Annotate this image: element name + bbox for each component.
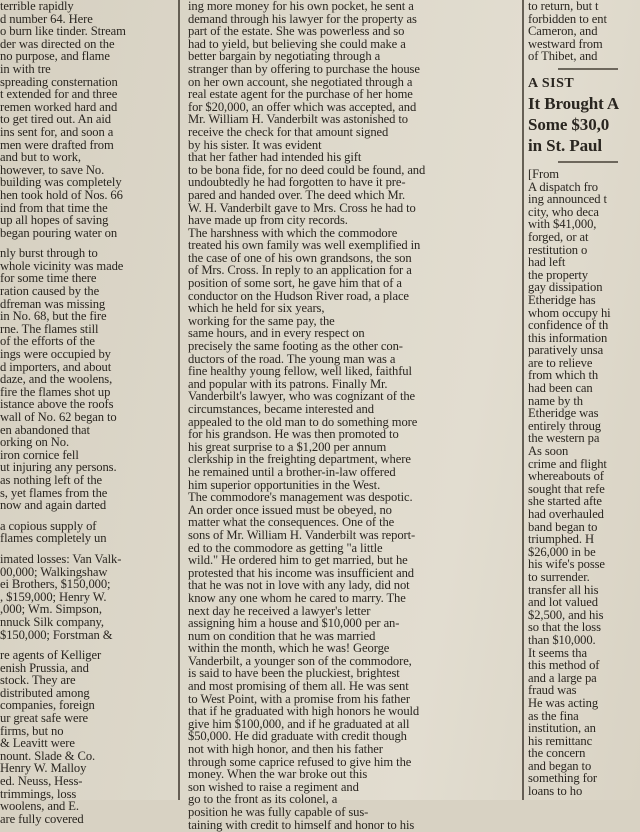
text-line: matter what the consequences. One of the <box>188 515 395 530</box>
text-line: wild." He ordered him to get married, but he <box>188 553 408 568</box>
left-column <box>0 0 168 826</box>
text-line: on her own account, she negotiated through a <box>188 74 413 89</box>
text-line: westward from <box>528 36 603 51</box>
text-line: der was directed on the <box>0 36 115 51</box>
text-line: through some caprice refused to give him the <box>188 754 412 769</box>
text-line: ind from that time the <box>0 200 108 215</box>
article-headline-line: It Brought A <box>528 93 620 113</box>
text-line: and most promising of them all. He was sent <box>188 679 409 694</box>
text-line: give him $100,000, and if he graduated at all <box>188 716 410 731</box>
text-line: assigning him a house and $10,000 per an- <box>188 616 400 631</box>
text-line: to West Point, with a promise from his father <box>188 691 410 706</box>
text-line: istance above the roofs <box>0 397 114 412</box>
headline-divider <box>558 161 618 163</box>
text-line: restitution o <box>528 242 588 257</box>
text-line: $50,000. He did graduate with credit though <box>188 729 407 744</box>
text-line: sought that refe <box>528 481 605 496</box>
text-line: real estate agent for the purchase of her home <box>188 87 413 102</box>
text-line: had overhauled <box>528 507 604 521</box>
text-line: ins sent for, and soon a <box>0 124 114 139</box>
text-line: circumstances, became interested and <box>188 402 374 416</box>
text-line: than $10,000. <box>528 632 596 647</box>
text-line: confidence of th <box>528 318 609 333</box>
text-line: It seems tha <box>528 645 587 660</box>
text-line: dfreman was missing <box>0 296 106 311</box>
column-rule <box>178 0 180 800</box>
text-line: the western pa <box>528 431 600 446</box>
text-line: institution, an <box>528 721 596 736</box>
text-line: gay dissipation <box>528 280 603 295</box>
text-line: stranger than by offering to purchase the house <box>188 61 420 76</box>
text-line: W. H. Vanderbilt gave to Mrs. Cross he had to <box>188 200 416 215</box>
text-line: ing more money for his own pocket, he sent a <box>188 0 414 13</box>
text-line: ed to the commodore as getting "a little <box>188 540 383 555</box>
text-line: nly burst through to <box>0 246 98 261</box>
text-line: re agents of Kelliger <box>0 648 102 663</box>
text-line: by his sister. It was evident <box>188 137 322 152</box>
text-line: know any one whom he cared to marry. The <box>188 590 406 605</box>
text-line: A dispatch fro <box>528 179 598 194</box>
text-line: The harshness with which the commodore <box>188 225 398 240</box>
text-line: building was completely <box>0 175 122 190</box>
text-line: same hours, and in every respect on <box>188 326 365 341</box>
text-line: $26,000 in be <box>528 544 596 559</box>
text-line: his remittanc <box>528 733 593 748</box>
text-line: ed. Neuss, Hess- <box>0 774 83 789</box>
text-line: fire the flames shot up <box>0 384 111 399</box>
text-line: as the fina <box>528 708 579 723</box>
text-line: in with tre <box>0 61 51 76</box>
right-column <box>528 0 640 800</box>
text-line: his great surprise to a $1,200 per annum <box>188 439 387 454</box>
text-line: are to relieve <box>528 355 593 370</box>
article-headline-small: A SIST <box>528 75 575 91</box>
text-line: companies, foreign <box>0 698 95 713</box>
text-line: ut injuring any persons. <box>0 460 117 475</box>
text-line: whole vicinity was made <box>0 258 124 273</box>
text-line: distributed among <box>0 685 90 700</box>
text-line: up all hopes of saving <box>0 213 109 228</box>
text-line: the concern <box>528 746 586 761</box>
text-line: pared and handed over. The deed which Mr. <box>188 187 406 202</box>
column-rule <box>522 0 524 800</box>
text-line: & Leavitt were <box>0 736 75 751</box>
text-line: undoubtedly he had forgotten to have it pre- <box>188 175 406 190</box>
text-line: better bargain by negotiating through a <box>188 49 381 64</box>
text-line: woolens, and E. <box>0 799 79 814</box>
text-line: o burn like tinder. Stream <box>0 24 126 39</box>
text-line: had left <box>528 255 566 270</box>
text-line: Henry W. Malloy <box>0 761 87 776</box>
text-line: that her father had intended his gift <box>188 150 362 165</box>
text-line: are fully covered <box>0 811 84 826</box>
text-line: forbidden to ent <box>528 11 607 26</box>
text-line: demand through his lawyer for the property as <box>188 11 417 26</box>
text-line: position he was fully capable of sus- <box>188 805 369 819</box>
text-line: wall of No. 62 began to <box>0 410 117 424</box>
text-line: nount. Slade & Co. <box>0 748 96 763</box>
text-line: clerkship in the freighting department, where <box>188 452 411 467</box>
text-line: to surrender. <box>528 569 590 584</box>
text-line: triumphed. H <box>528 532 594 547</box>
text-line: Cameron, and <box>528 24 598 39</box>
article-headline-line: in St. Paul <box>528 135 603 155</box>
text-line: Mr. William H. Vanderbilt was astonished to <box>188 112 408 127</box>
middle-column <box>188 0 518 832</box>
text-line: rne. The flames still <box>0 321 99 336</box>
text-line: enish Prussia, and <box>0 660 89 675</box>
text-line: to get tired out. An aid <box>0 112 111 127</box>
text-line: forged, or at <box>528 229 589 244</box>
text-line: orking on No. <box>0 435 70 450</box>
text-line: spreading consternation <box>0 74 118 89</box>
text-line: nnuck Silk company, <box>0 614 104 629</box>
text-line: go to the front as its colonel, a <box>188 792 338 807</box>
text-line: however, to save No. <box>0 162 105 177</box>
text-line: position of some sort, he gave him that of a <box>188 276 402 291</box>
text-line: to return, but t <box>528 0 599 13</box>
text-line: that he was not in love with any lady, did not <box>188 578 410 593</box>
text-line: treated his own family was well exemplified in <box>188 238 421 253</box>
text-line: d number 64. Here <box>0 11 93 26</box>
text-line: ductors of the road. The young man was a <box>188 351 396 366</box>
text-line: so that the loss <box>528 620 601 635</box>
text-line: band began to <box>528 519 598 534</box>
text-line: working for the same pay, the <box>188 313 335 328</box>
text-line: ing announced t <box>528 192 607 207</box>
text-line: ings were occupied by <box>0 347 111 362</box>
text-line: flames completely un <box>0 531 107 546</box>
text-line: and lot valued <box>528 595 598 610</box>
text-line: He was acting <box>528 695 599 710</box>
text-line: ur great safe were <box>0 711 89 726</box>
text-line: had been can <box>528 381 593 396</box>
text-line: have made up from city records. <box>188 213 348 228</box>
text-line: to be bona fide, for no deed could be found, and <box>188 162 426 177</box>
text-line: conductor on the Hudson River road, a place <box>188 288 409 303</box>
text-line: the case of one of his own grandsons, the son <box>188 250 412 265</box>
text-line: [From <box>528 166 559 181</box>
text-line: remen worked hard and <box>0 99 118 114</box>
text-line: , $159,000; Henry W. <box>0 589 107 604</box>
article-headline-line: Some $30,0 <box>528 114 610 134</box>
text-line: fraud was <box>528 683 577 698</box>
text-line: for $20,000, an offer which was accepted, and <box>188 99 417 114</box>
text-line: this method of <box>528 658 600 673</box>
text-line: name by th <box>528 393 583 408</box>
text-line: and popular with its patrons. Finally Mr. <box>188 376 388 391</box>
text-line: within the month, which he was! George <box>188 641 390 656</box>
text-line: As soon <box>528 444 569 459</box>
text-line: for his grandson. He was then promoted to <box>188 427 399 442</box>
text-line: entirely throug <box>528 418 601 433</box>
text-line: for some time there <box>0 271 97 286</box>
text-line: Vanderbilt, a younger son of the commodore, <box>188 653 412 668</box>
text-line: d importers, and about <box>0 359 112 374</box>
text-line: transfer all his <box>528 582 599 597</box>
text-line: of Thibet, and <box>528 49 598 64</box>
section-divider <box>558 68 618 70</box>
text-line: and but to work, <box>0 150 81 165</box>
text-line: next day he received a lawyer's letter <box>188 603 371 618</box>
text-line: protested that his income was insufficient and <box>188 565 414 580</box>
text-line: trimmings, loss <box>0 786 77 801</box>
text-line: $150,000; Forstman & <box>0 627 113 642</box>
text-line: Etheridge has <box>528 292 596 307</box>
text-line: Etheridge was <box>528 406 599 421</box>
text-line: receive the check for that amount signed <box>188 124 389 139</box>
text-line: iron cornice fell <box>0 447 79 462</box>
text-line: An order once issued must be obeyed, no <box>188 502 392 517</box>
text-line: is said to have been the pluckiest, brightest <box>188 666 400 681</box>
text-line: paratively unsa <box>528 343 604 358</box>
text-line: stock. They are <box>0 673 76 688</box>
text-line: this information <box>528 330 608 345</box>
text-line: sons of Mr. William H. Vanderbilt was report- <box>188 527 416 542</box>
text-line: he remained until a brother-in-law offered <box>188 464 396 479</box>
text-line: of Mrs. Cross. In reply to an application for a <box>188 263 412 278</box>
text-line: his wife's posse <box>528 557 605 572</box>
text-line: Vanderbilt's lawyer, who was cognizant of the <box>188 389 416 404</box>
text-line: from which th <box>528 368 599 383</box>
text-line: ,000; Wm. Simpson, <box>0 602 102 617</box>
text-line: en abandoned that <box>0 422 90 437</box>
text-line: ei Brothers, $150,000; <box>0 577 111 592</box>
text-line: whom occupy hi <box>528 305 611 320</box>
text-line: which he held for six years, <box>188 301 325 316</box>
text-line: son wished to raise a regiment and <box>188 779 359 794</box>
text-line: no purpose, and flame <box>0 49 110 64</box>
text-line: as nothing left of the <box>0 472 103 487</box>
text-line: she started afte <box>528 494 602 509</box>
text-line: the property <box>528 267 588 282</box>
text-line: $2,500, and his <box>528 607 604 622</box>
text-line: and a large pa <box>528 670 597 685</box>
text-line: of the efforts of the <box>0 334 95 349</box>
text-line: fine healthy young fellow, well liked, faithful <box>188 364 412 379</box>
text-line: men were drafted from <box>0 137 114 152</box>
text-line: precisely the same footing as the other con- <box>188 339 403 354</box>
text-line: 00,000; Walkingshaw <box>0 564 108 579</box>
text-line: a copious supply of <box>0 518 97 533</box>
text-line: had to yield, but believing she could make a <box>188 36 406 51</box>
text-line: something for <box>528 771 598 786</box>
text-line: hen took hold of Nos. 66 <box>0 187 123 202</box>
text-line: began pouring water on <box>0 225 118 240</box>
text-line: daze, and the woolens, <box>0 372 113 387</box>
text-line: firms, but no <box>0 723 64 738</box>
text-line: ration caused by the <box>0 284 100 299</box>
text-line: him superior opportunities in the West. <box>188 477 381 492</box>
text-line: money. When the war broke out this <box>188 767 368 782</box>
text-line: terrible rapidly <box>0 0 74 13</box>
text-line: crime and flight <box>528 456 607 471</box>
text-line: in No. 68, but the fire <box>0 309 107 324</box>
text-line: and began to <box>528 758 592 773</box>
text-line: that if he graduated with high honors he would <box>188 704 420 719</box>
text-line: not with high honor, and then his father <box>188 742 383 757</box>
text-line: taining with credit to himself and honor to his <box>188 817 415 832</box>
text-line: appealed to the old man to do something more <box>188 414 418 429</box>
text-line: now and again darted <box>0 498 107 513</box>
text-line: with $41,000, <box>528 217 597 232</box>
text-line: whereabouts of <box>528 469 604 484</box>
text-line: t extended for and three <box>0 87 118 102</box>
text-line: num on condition that he was married <box>188 628 376 643</box>
text-line: s, yet flames from the <box>0 485 108 500</box>
text-line: city, who deca <box>528 204 599 219</box>
text-line: The commodore's management was despotic. <box>188 490 413 505</box>
text-line: imated losses: Van Valk- <box>0 551 122 566</box>
text-line: loans to ho <box>528 784 583 799</box>
text-line: part of the estate. She was powerless and so <box>188 24 405 39</box>
